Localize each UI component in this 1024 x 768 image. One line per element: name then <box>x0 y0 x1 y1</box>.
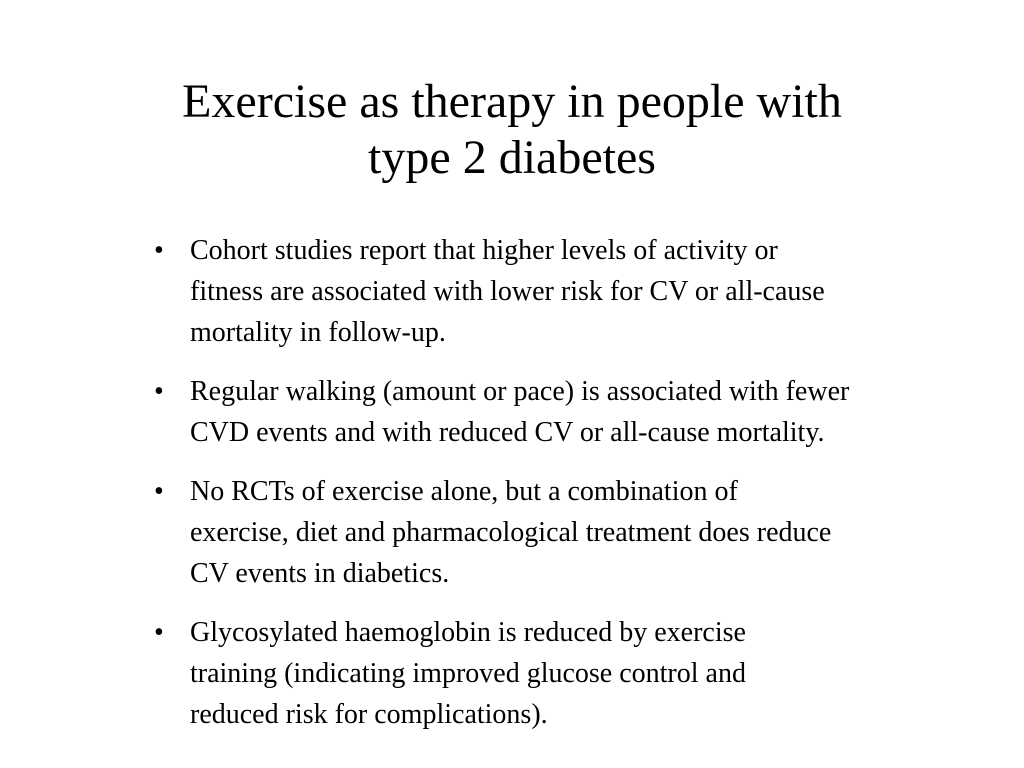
bullet-item <box>150 230 1000 353</box>
bullet-item <box>150 471 1000 594</box>
bullet-item <box>150 371 1000 453</box>
slide-title <box>60 74 964 186</box>
bullet-line: No RCTs of exercise alone, but a combination of <box>190 476 738 507</box>
bullet-text <box>190 471 1000 594</box>
bullet-list <box>150 230 1000 753</box>
bullet-text <box>190 612 1000 735</box>
bullet-line: exercise, diet and pharmacological treatment does reduce <box>190 517 832 548</box>
slide-title-line: type 2 diabetes <box>368 131 656 184</box>
bullet-line: training (indicating improved glucose control and <box>190 658 746 689</box>
bullet-item <box>150 612 1000 735</box>
bullet-dot-icon: • <box>154 617 164 648</box>
bullet-dot-icon: • <box>154 235 164 266</box>
bullet-line: CV events in diabetics. <box>190 558 450 589</box>
bullet-line: CVD events and with reduced CV or all-cause mortality. <box>190 417 825 448</box>
slide-title-line: Exercise as therapy in people with <box>182 75 842 128</box>
bullet-line: fitness are associated with lower risk for CV or all-cause <box>190 276 825 307</box>
bullet-line: Cohort studies report that higher levels of activity or <box>190 235 778 266</box>
bullet-line: Regular walking (amount or pace) is associated with fewer <box>190 376 850 407</box>
bullet-line: Glycosylated haemoglobin is reduced by exercise <box>190 617 746 648</box>
bullet-line: mortality in follow-up. <box>190 317 446 348</box>
bullet-dot-icon: • <box>154 476 164 507</box>
bullet-text <box>190 230 1000 353</box>
bullet-line: reduced risk for complications). <box>190 699 548 730</box>
bullet-dot-icon: • <box>154 376 164 407</box>
bullet-text <box>190 371 1000 453</box>
